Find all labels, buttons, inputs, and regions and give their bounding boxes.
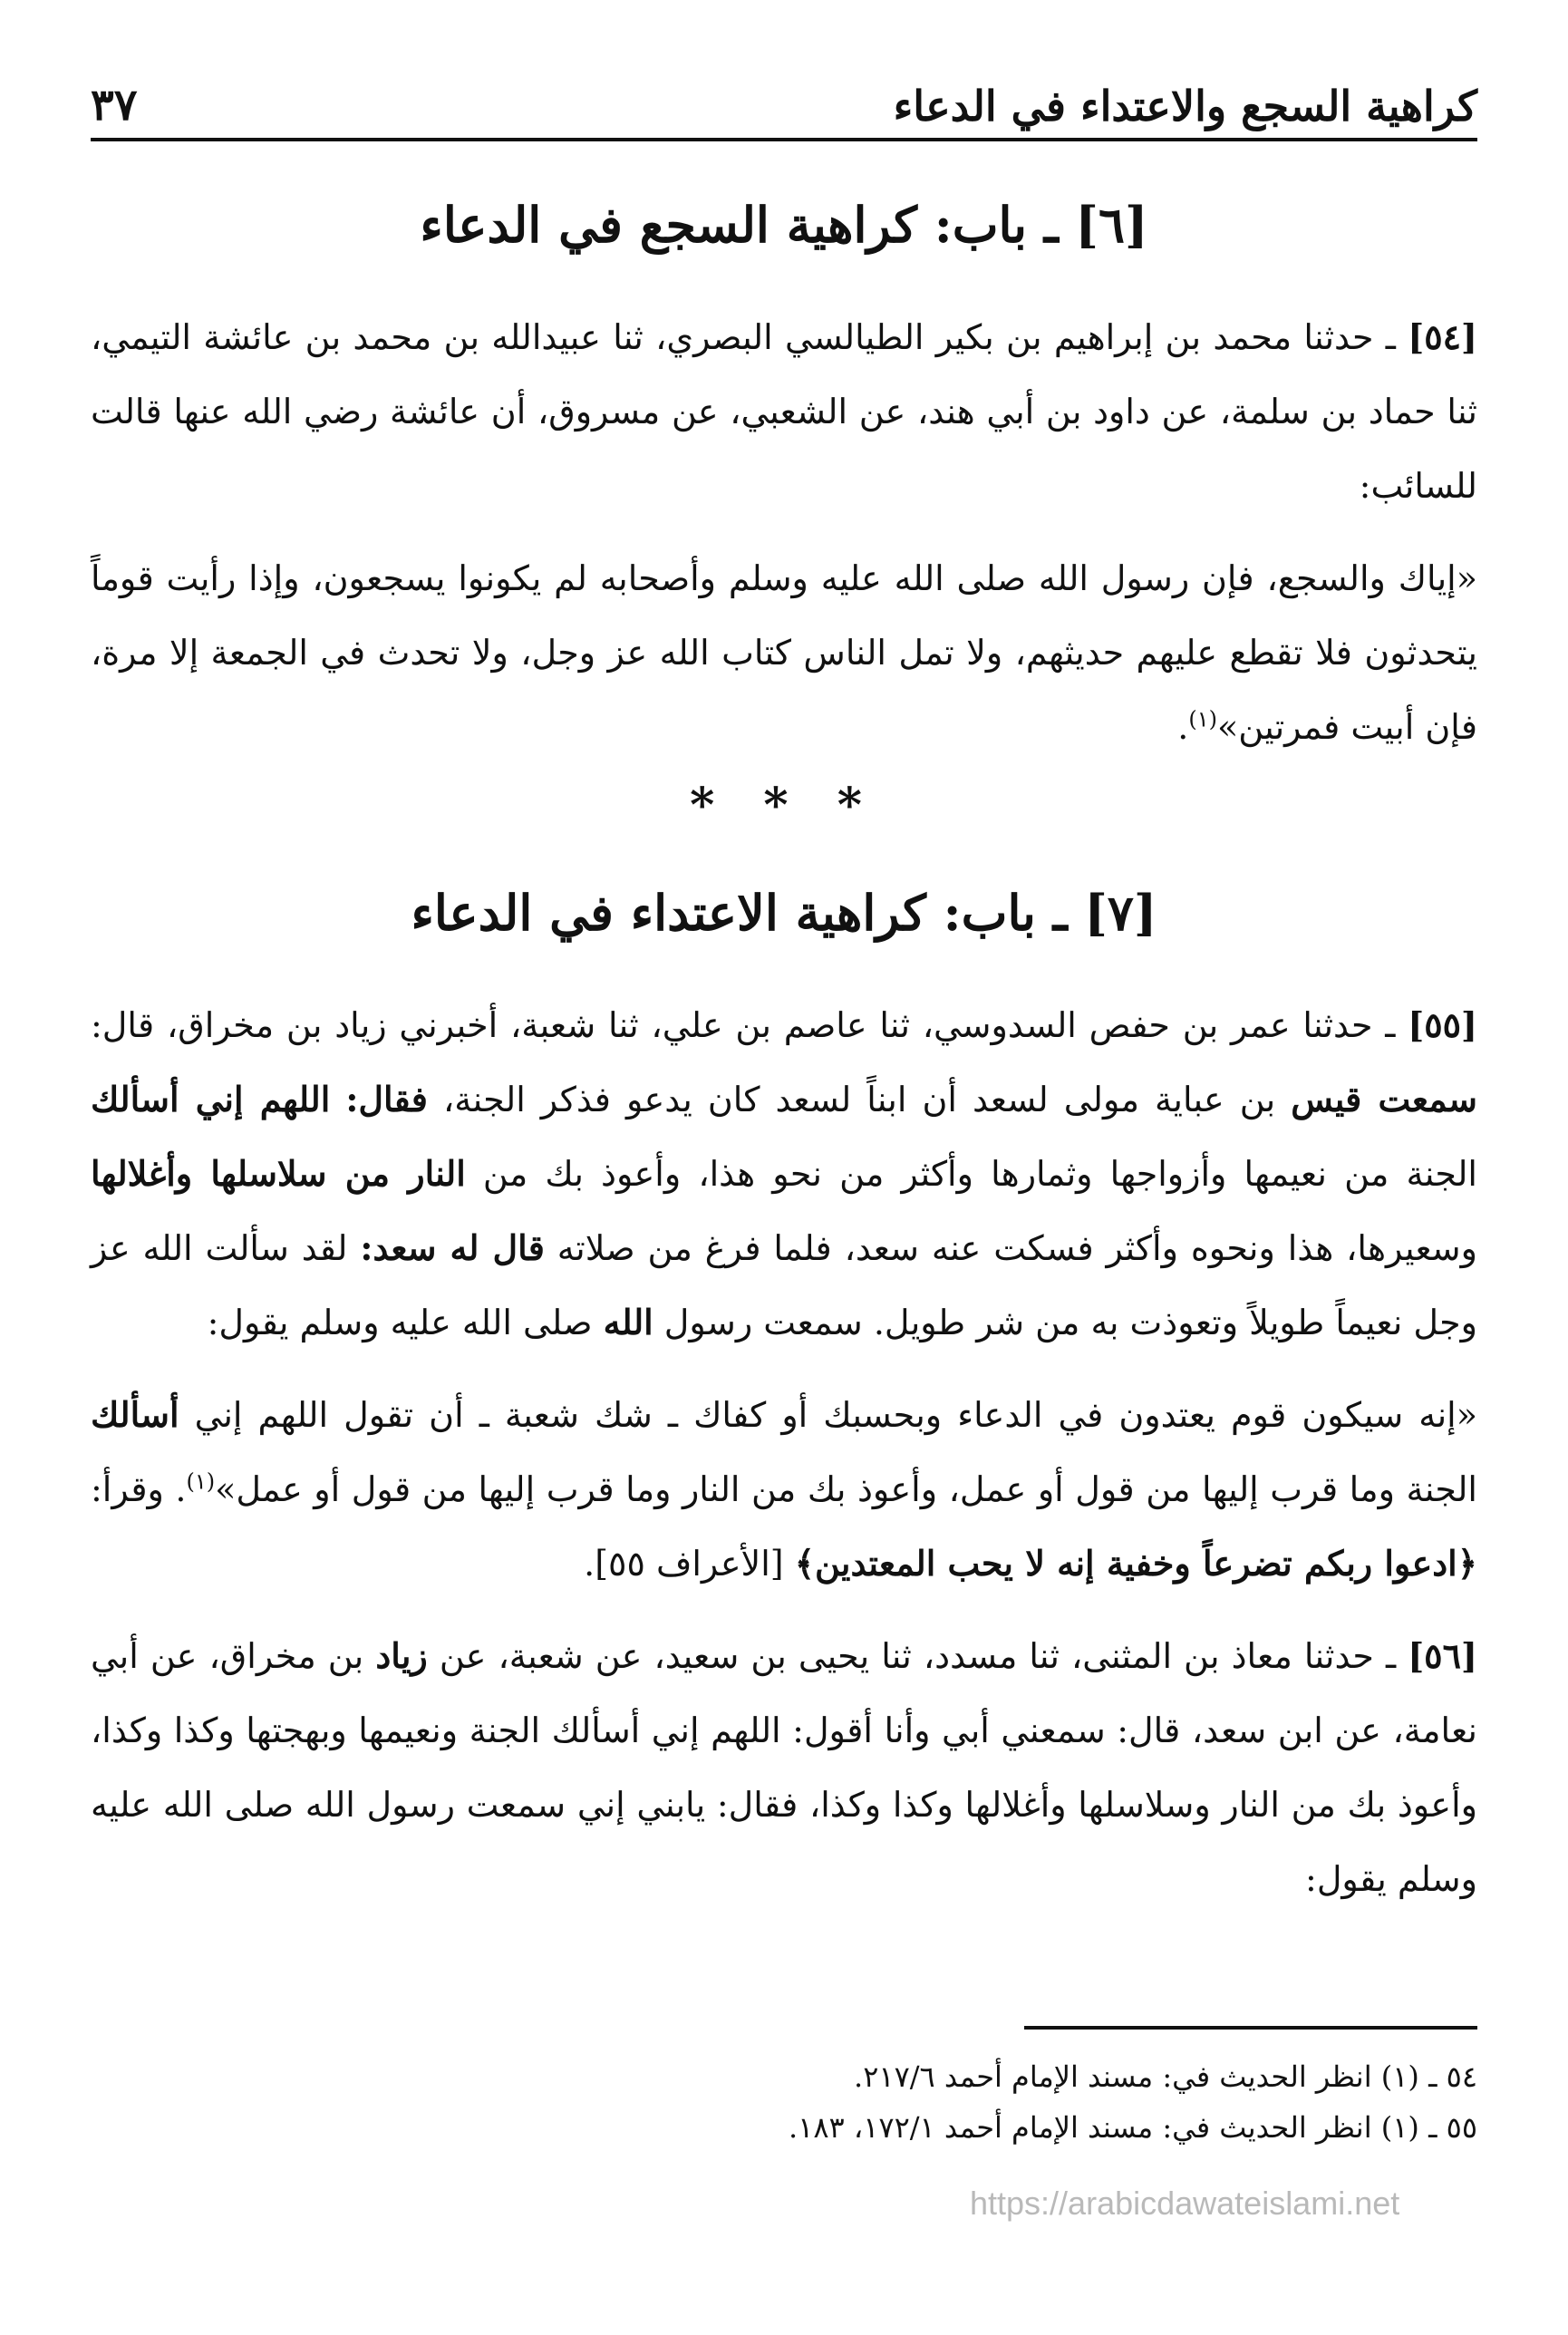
watermark-url: https://arabicdawateislami.net xyxy=(970,2185,1400,2222)
running-title: كراهية السجع والاعتداء في الدعاء xyxy=(893,82,1477,131)
hadith-number: [٥٥] xyxy=(1408,1003,1477,1045)
hadith-55-isnad xyxy=(91,988,1477,1360)
hadith-text: بن مخراق، عن أبي نعامة، عن ابن سعد، قال: سمعني أبي وأنا أقول: اللهم إني أسألك الجنة ونعيمها وبهجتها وكذا وكذا، وأعوذ بك من النار وسلاسلها وأغلالها وكذا وكذا، فقال: يابني إني سمعت رسول الله صلى الله عليه وسلم يقول: xyxy=(91,1635,1477,1899)
quran-reference: [الأعراف ٥٥]. xyxy=(584,1543,784,1584)
footnote-marker[interactable]: (١) xyxy=(186,1468,216,1494)
hadith-isnad-text: ـ حدثنا عمر بن حفص السدوسي، ثنا عاصم بن علي، ثنا شعبة، أخبرني زياد بن مخراق، قال: xyxy=(91,1004,1396,1045)
dua-phrase: اللهم إني أسألك xyxy=(91,1078,331,1119)
hadith-55-matn xyxy=(91,1378,1477,1601)
hadith-number: [٥٦] xyxy=(1408,1634,1477,1676)
quran-verse: ﴿ادعوا ربكم تضرعاً وخفية إنه لا يحب المعتدين﴾ xyxy=(794,1542,1477,1584)
hadith-matn-text: «إنه سيكون قوم يعتدون في الدعاء وبحسبك أو كفاك ـ شك شعبة ـ أن تقول اللهم إني xyxy=(194,1394,1477,1435)
hadith-56 xyxy=(91,1619,1477,1916)
page-number: ٣٧ xyxy=(91,80,138,131)
footnote-marker[interactable]: (١) xyxy=(1188,706,1217,732)
hadith-isnad-text: بن عباية مولى لسعد أن ابناً لسعد كان يدعو فذكر الجنة، xyxy=(442,1079,1276,1119)
said-phrase: فقال: xyxy=(345,1078,428,1119)
hadith-text-allah: الله xyxy=(603,1301,653,1342)
hadith-matn-text: «إياك والسجع، فإن رسول الله صلى الله عليه وسلم وأصحابه لم يكونوا يسجعون، وإذا رأيت قوماً يتحدثون فلا تقطع عليهم حديثهم، ولا تمل الناس كتاب الله عز وجل، ولا تحدث في الجمعة إلا مرة، فإن أبيت فمرتين» xyxy=(91,557,1477,747)
hadith-isnad-text: ـ حدثنا محمد بن إبراهيم بن بكير الطيالسي البصري، ثنا عبيدالله بن محمد بن عائشة التيمي، ثنا حماد بن سلمة، عن داود بن أبي هند، عن الشعبي، عن مسروق، أن عائشة رضي الله عنها قالت للسائب: xyxy=(91,316,1477,506)
recited-phrase: . وقرأ: xyxy=(91,1468,187,1509)
book-page xyxy=(91,45,1477,2284)
footnote-54: ٥٤ ـ (١) انظر الحديث في: مسند الإمام أحمد ٢١٧/٦. xyxy=(854,2059,1477,2094)
hadith-text: لقد سألت الله عز وجل نعيماً طويلاً وتعوذت به من شر طويل. سمعت رسول xyxy=(91,1227,1477,1342)
hadith-text: وسعيرها، هذا ونحوه وأكثر فسكت عنه سعد، فلما فرغ من صلاته xyxy=(557,1227,1477,1268)
chapter-heading-7: [٧] ـ باب: كراهية الاعتداء في الدعاء xyxy=(411,883,1157,942)
matn-end-punct: . xyxy=(1177,706,1189,747)
dua-phrase: أسألك xyxy=(91,1393,179,1435)
footnotes xyxy=(91,2026,1477,2153)
running-header xyxy=(91,45,1477,141)
narrator-name: زياد xyxy=(375,1634,428,1676)
section-separator: * * * xyxy=(690,777,878,833)
narrator-phrase: سمعت قيس xyxy=(1291,1078,1477,1119)
said-phrase: قال له سعد: xyxy=(360,1226,545,1268)
chapter-heading-6: [٦] ـ باب: كراهية السجع في الدعاء xyxy=(420,196,1148,254)
hadith-54-isnad xyxy=(91,300,1477,523)
hadith-matn-text: الجنة وما قرب إليها من قول أو عمل، وأعوذ بك من النار وما قرب إليها من قول أو عمل» xyxy=(215,1468,1477,1509)
hadith-number: [٥٤] xyxy=(1408,315,1477,357)
hadith-text: الجنة من نعيمها وأزواجها وثمارها وأكثر من نحو هذا، وأعوذ بك من xyxy=(482,1153,1477,1194)
hadith-54-matn xyxy=(91,541,1477,764)
footnote-rule xyxy=(1024,2026,1477,2030)
hadith-text: صلى الله عليه وسلم يقول: xyxy=(207,1302,593,1342)
dua-phrase: النار من سلاسلها وأغلالها xyxy=(91,1152,466,1194)
hadith-text: ـ حدثنا معاذ بن المثنى، ثنا مسدد، ثنا يحيى بن سعيد، عن شعبة، عن xyxy=(439,1635,1397,1676)
footnote-55: ٥٥ ـ (١) انظر الحديث في: مسند الإمام أحمد ١٧٢/١، ١٨٣. xyxy=(788,2110,1477,2145)
